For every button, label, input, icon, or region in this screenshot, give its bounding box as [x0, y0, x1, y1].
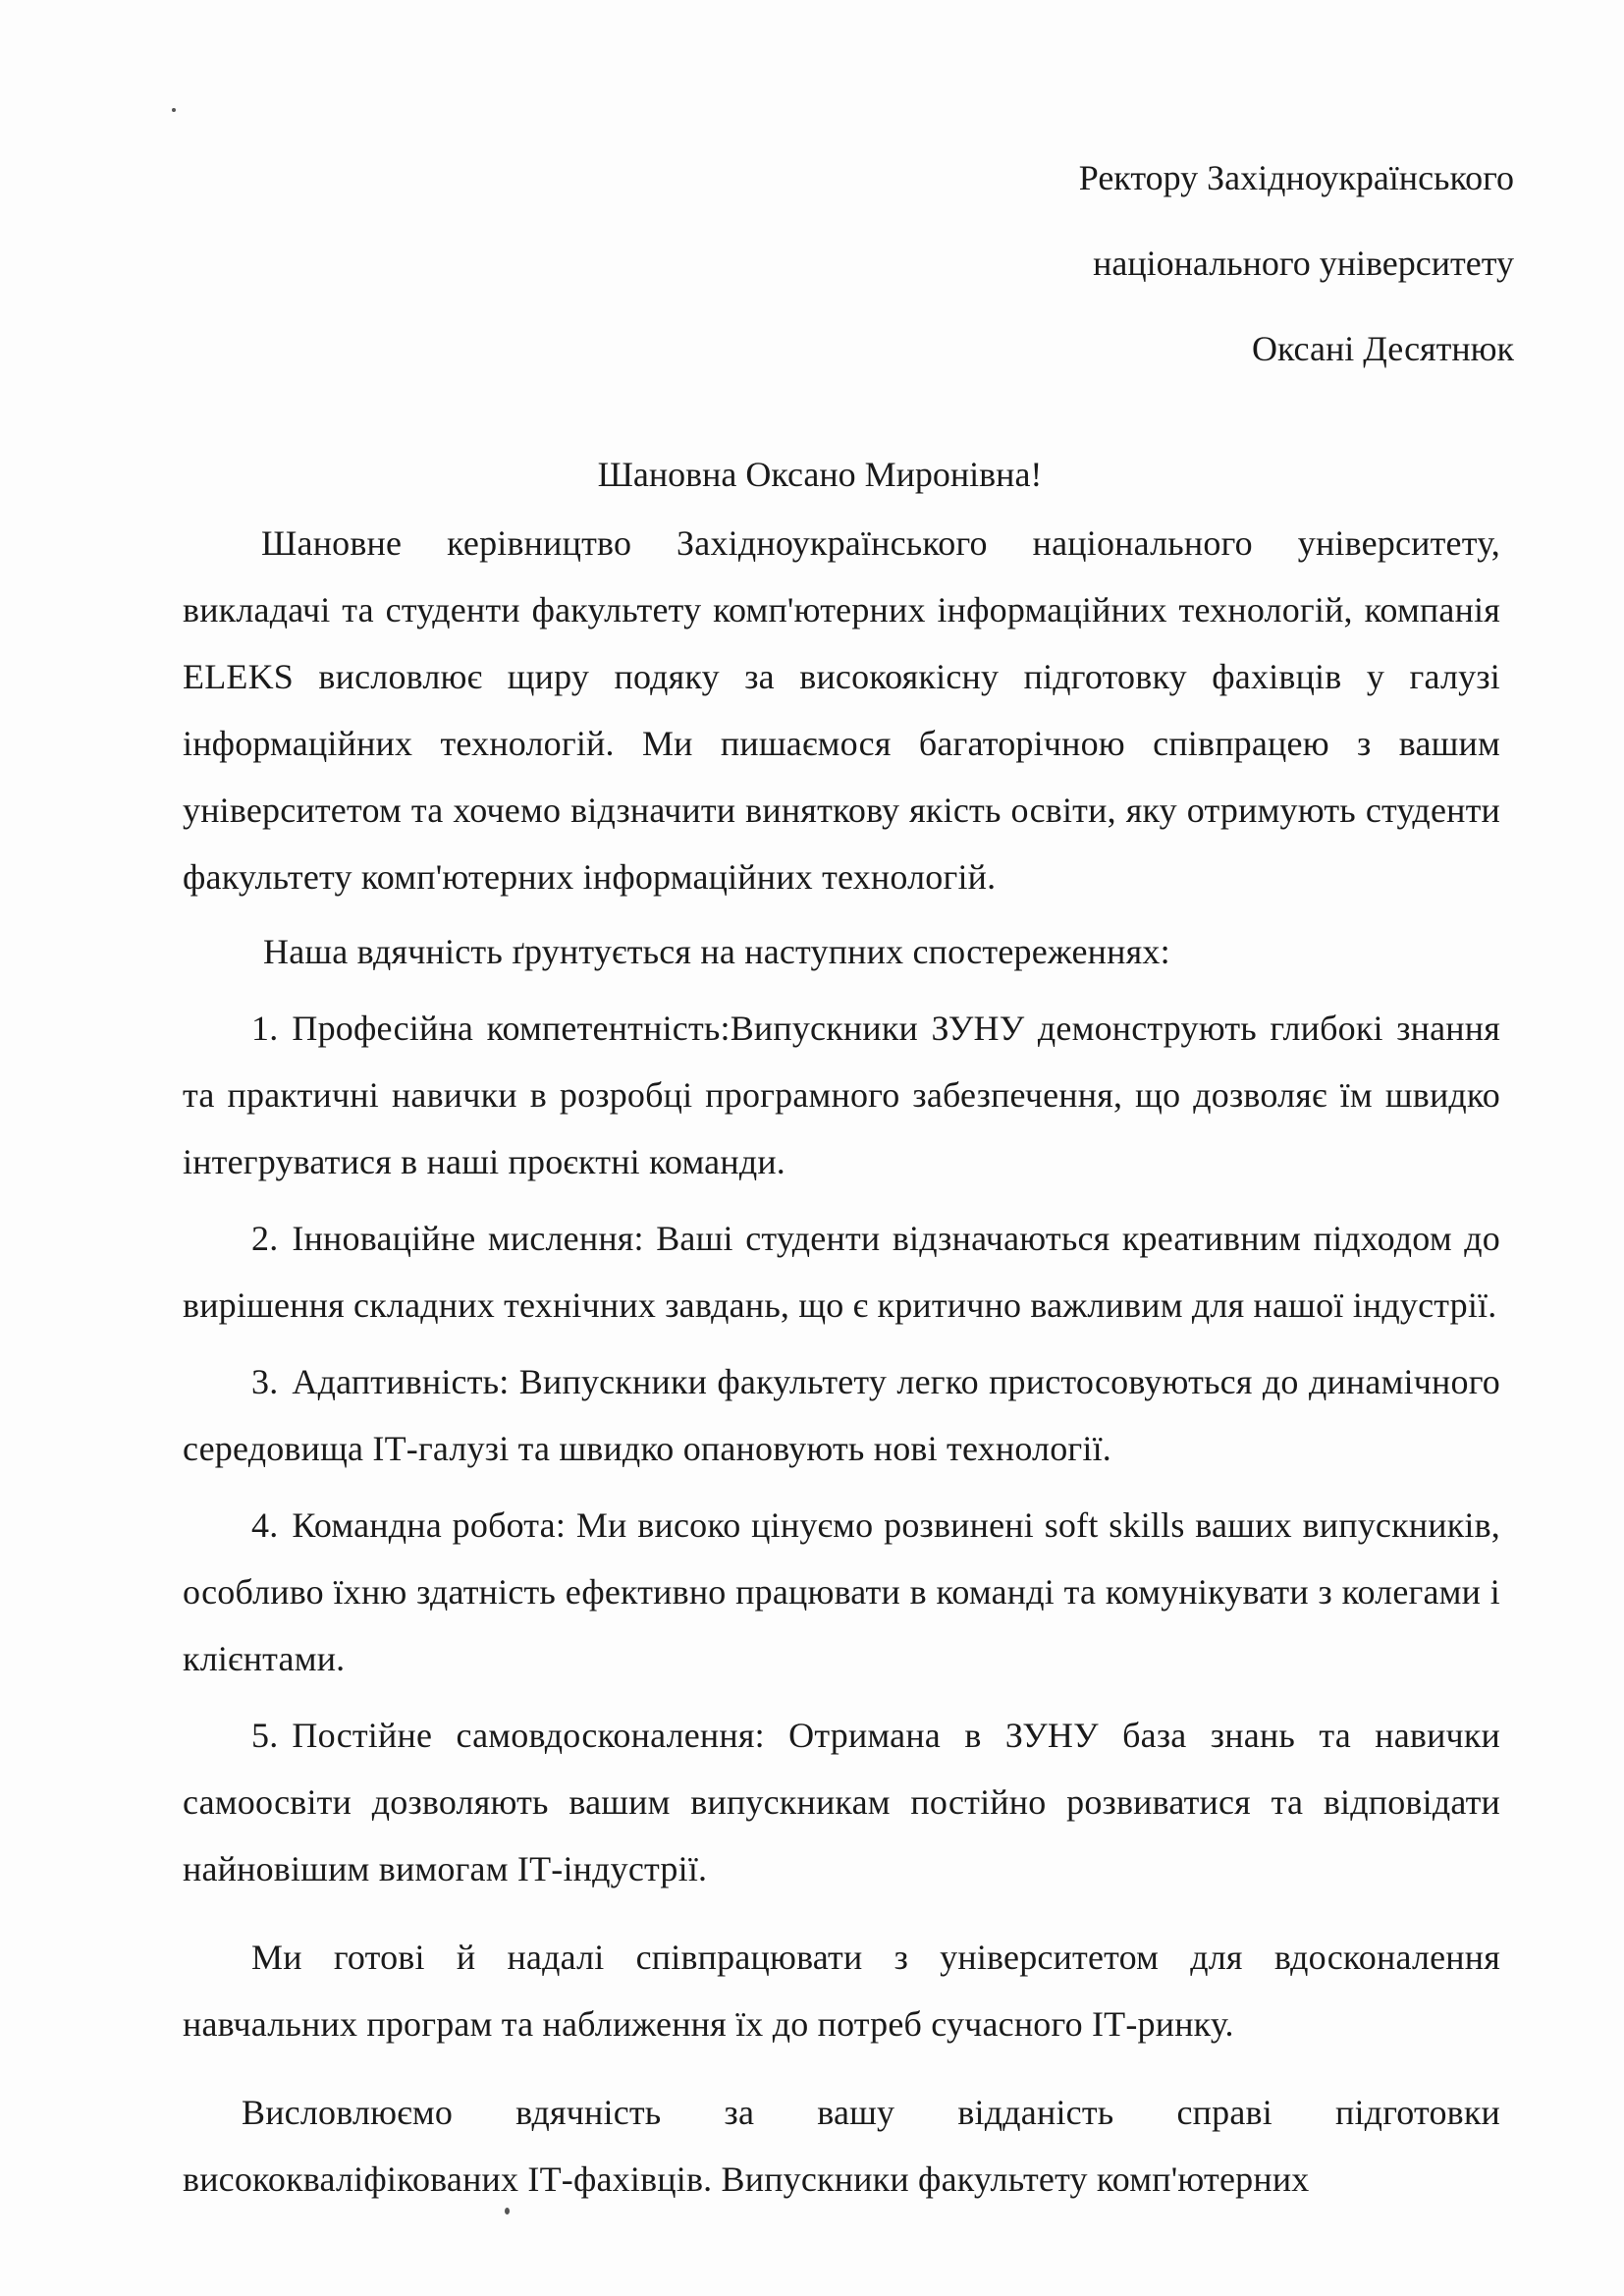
- list-item-text: Постійне самовдосконалення: Отримана в ЗУНУ база знань та навички самоосвіти дозволяють вашим випускникам постійно розвиватися та відповідати найновішим вимогам ІТ-індустрії.: [183, 1716, 1500, 1888]
- list-item-text: Командна робота: Ми високо цінуємо розвинені soft skills ваших випускників, особливо їхню здатність ефективно працювати в команді та комунікувати з колегами і клієнтами.: [183, 1505, 1500, 1678]
- list-item: [183, 1348, 1500, 1482]
- addressee-line-1: Ректору Західноукраїнського: [1078, 158, 1514, 197]
- closing-paragraph-1: Ми готові й надалі співпрацювати з університетом для вдосконалення навчальних програм та наближення їх до потреб сучасного ІТ-ринку.: [183, 1938, 1500, 2044]
- list-item-number: 5.: [251, 1716, 279, 1755]
- salutation: Шановна Оксано Миронівна!: [597, 455, 1043, 494]
- letter-body: [183, 510, 1500, 2213]
- list-item-text: Інноваційне мислення: Ваші студенти відзначаються креативним підходом до вирішення складних технічних завдань, що є критично важливим для нашої індустрії.: [183, 1219, 1500, 1325]
- list-item: [183, 1205, 1500, 1339]
- list-intro-paragraph: Наша вдячність ґрунтується на наступних спостереженнях:: [263, 932, 1170, 971]
- list-item-text: Адаптивність: Випускники факультету легко пристосовуються до динамічного середовища ІТ-галузі та швидко опановують нові технології.: [183, 1362, 1500, 1468]
- intro-paragraph: Шановне керівництво Західноукраїнського національного університету, викладачі та студенти факультету комп'ютерних інформаційних технологій, компанія ELEKS висловлює щиру подяку за високоякісну підготовку фахівців у галузі інформаційних технологій. Ми пишаємося багаторічною співпрацею з вашим університетом та хочемо відзначити виняткову якість освіти, яку отримують студенти факультету комп'ютерних інформаційних технологій.: [183, 523, 1500, 897]
- list-item-number: 2.: [251, 1219, 279, 1258]
- list-item: [183, 1702, 1500, 1902]
- list-item-number: 1.: [251, 1009, 279, 1048]
- closing-paragraph-2: Висловлюємо вдячність за вашу відданість справі підготовки висококваліфікованих ІТ-фахівців. Випускники факультету комп'ютерних: [183, 2093, 1500, 2199]
- addressee-block: [1079, 136, 1514, 392]
- list-item: [183, 995, 1500, 1195]
- scan-speck: [505, 2208, 510, 2214]
- list-item-number: 3.: [251, 1362, 279, 1401]
- addressee-line-2: національного університету: [1093, 244, 1514, 283]
- list-item: [183, 1492, 1500, 1692]
- list-item-number: 4.: [251, 1505, 279, 1545]
- list-item-text: Професійна компетентність:Випускники ЗУНУ демонструють глибокі знання та практичні навички в розробці програмного забезпечення, що дозволяє їм швидко інтегруватися в наші проєктні команди.: [183, 1009, 1500, 1181]
- addressee-line-3: Оксані Десятнюк: [1251, 329, 1514, 368]
- scan-speck: [172, 108, 176, 112]
